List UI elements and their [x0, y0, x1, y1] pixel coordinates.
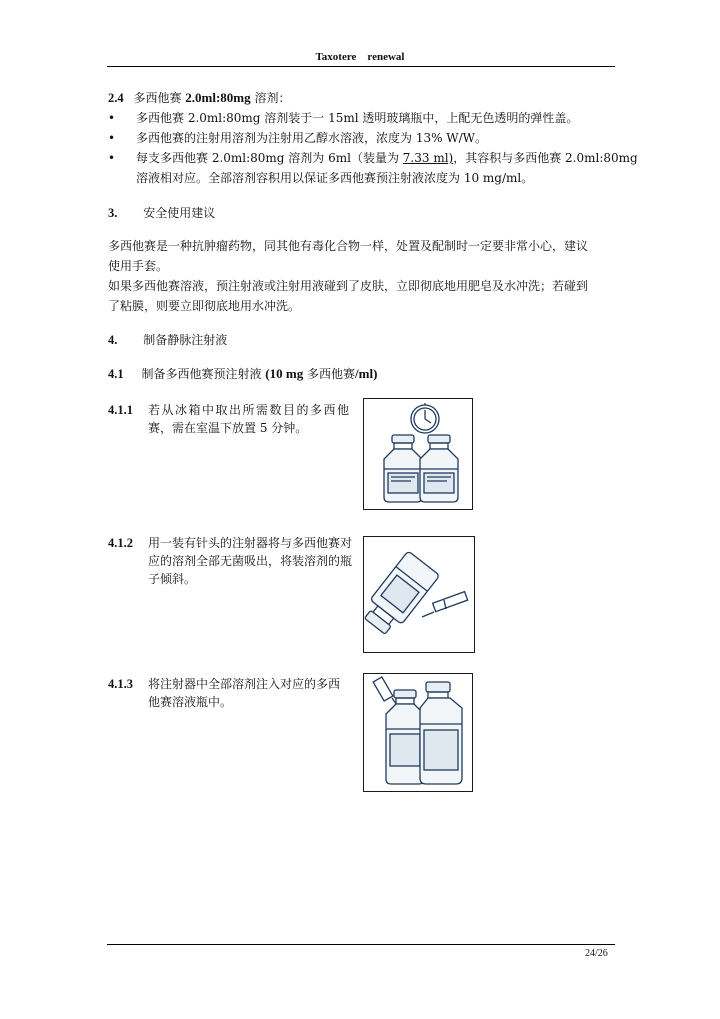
step-number: 4.1.1 [108, 403, 133, 417]
bullet-dot: • [108, 151, 116, 165]
step-text-line: 他赛溶液瓶中。 [148, 695, 233, 709]
paragraph-line: 如果多西他赛溶液，预注射液或注射用液碰到了皮肤，立即彻底地用肥皂及水冲洗；若碰到 [108, 279, 589, 293]
bullet-dot: • [108, 131, 116, 145]
vial-icon [420, 435, 458, 502]
page-number: 24/26 [585, 948, 608, 959]
section-number: 4. [108, 333, 118, 347]
bullet-text-3-line2: 溶液相对应。全部溶剂容积用以保证多西他赛预注射液浓度为 10 mg/ml。 [136, 171, 534, 185]
section-title-prefix: 多西他赛 [133, 91, 186, 105]
paragraph-line: 多西他赛是一种抗肿瘤药物，同其他有毒化合物一样，处置及配制时一定要非常小心，建议 [108, 239, 589, 253]
section-title-bold: /ml) [355, 366, 378, 381]
syringe-icon [422, 592, 468, 617]
section-title-bold: 2.0ml:80mg [185, 90, 251, 105]
illustration-inject-solvent [363, 673, 473, 792]
bullet-text-3-line1 [136, 148, 638, 168]
clock-icon [411, 403, 439, 433]
step-text-line: 赛，需在室温下放置 5 分钟。 [148, 421, 308, 435]
section-title: 安全使用建议 [143, 206, 216, 220]
step-text-line: 将注射器中全部溶剂注入对应的多西 [148, 677, 341, 691]
vial-icon [420, 682, 462, 784]
section-3-heading [108, 203, 215, 223]
vial-icon [384, 435, 422, 502]
vial-icon [386, 690, 424, 784]
bullet-text-2: 多西他赛的注射用溶剂为注射用乙醇水溶液，浓度为 13% W/W。 [136, 131, 488, 145]
tilted-vial-syringe-drawing [364, 537, 473, 651]
step-number: 4.1.2 [108, 536, 133, 550]
section-2-4-heading [108, 88, 290, 108]
section-title-bold: (10 mg [265, 366, 304, 381]
paragraph-line: 了粘膜，则要立即彻底地用水冲洗。 [108, 299, 301, 313]
step-number: 4.1.3 [108, 677, 133, 691]
section-4-heading [108, 330, 227, 350]
section-number: 3. [108, 206, 118, 220]
bullet-text-3-pre: 每支多西他赛 2.0ml:80mg 溶剂为 6ml（装量为 [136, 151, 403, 165]
section-number: 2.4 [108, 91, 124, 105]
section-number: 4.1 [108, 367, 124, 381]
bullet-text-1: 多西他赛 2.0ml:80mg 溶剂装于一 15ml 透明玻璃瓶中，上配无色透明的弹性盖。 [136, 111, 579, 125]
illustration-draw-solvent [363, 536, 475, 653]
paragraph-line: 使用手套。 [108, 259, 169, 273]
section-4-1-heading [108, 364, 377, 384]
section-title-mid: 多西他赛 [303, 367, 356, 381]
step-text-line: 应的溶剂全部无菌吸出，将装溶剂的瓶 [148, 554, 353, 568]
header-title: Taxotere renewal [315, 51, 405, 63]
footer-rule [107, 944, 615, 945]
section-title-prefix: 制备多西他赛预注射液 [141, 367, 266, 381]
vials-clock-drawing [364, 399, 471, 508]
vial-icon [364, 551, 440, 639]
step-text-line: 若从冰箱中取出所需数目的多西他 [148, 403, 351, 417]
section-title: 制备静脉注射液 [143, 333, 228, 347]
section-title-suffix: 溶剂： [250, 91, 291, 105]
illustration-room-temperature [363, 398, 473, 510]
header-rule [107, 66, 615, 67]
bullet-dot: • [108, 111, 116, 125]
bullet-text-3-underlined: 7.33 ml) [402, 151, 454, 165]
vials-syringe-drawing [364, 674, 471, 790]
step-text-line: 子倾斜。 [148, 572, 197, 586]
step-text-line: 用一装有针头的注射器将与多西他赛对 [148, 536, 353, 550]
bullet-text-3-post: ，其容积与多西他赛 2.0ml:80mg [453, 151, 638, 165]
